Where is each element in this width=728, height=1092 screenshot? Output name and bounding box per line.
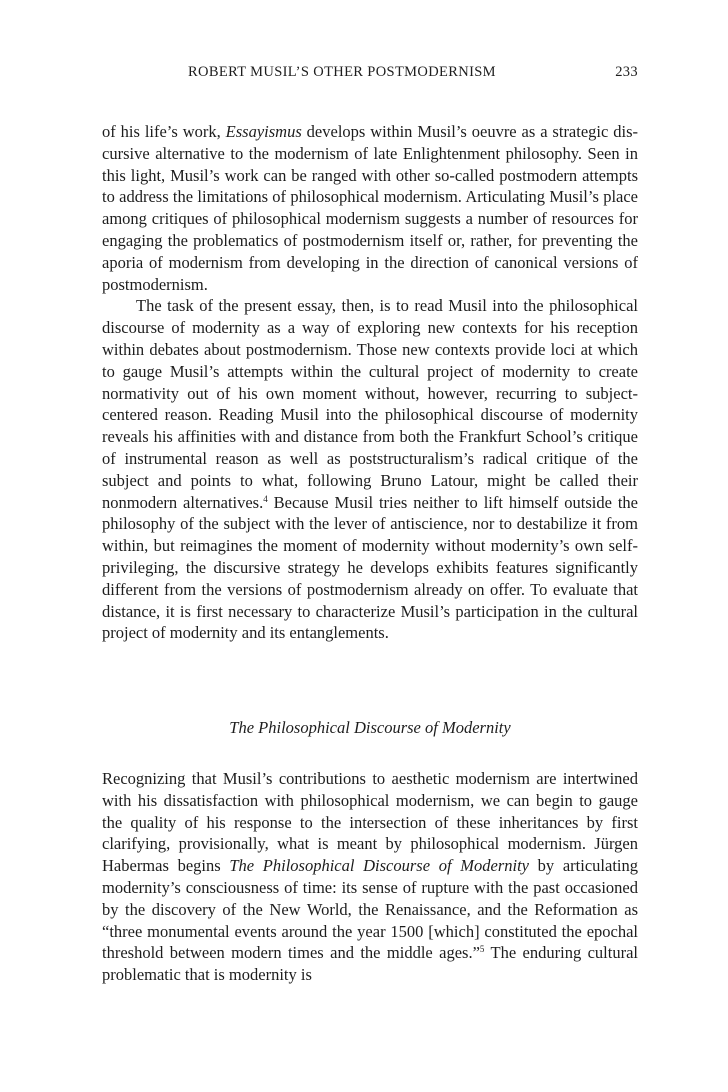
paragraph-3 <box>102 768 638 986</box>
paragraph-3-text-b: by articulating modernity’s consciousness of time: its sense of rupture with the past occasioned by the discovery of the New World, the Renaissance, and the Reformation as “three monumental events around the year 1500 [which] constituted the epochal threshold between modern times and the middle ages.” <box>102 856 638 963</box>
paragraph-2 <box>102 295 638 644</box>
section-heading: The Philosophical Discourse of Modernity <box>229 718 511 737</box>
paragraph-1-italic-term: Essayismus <box>225 122 302 141</box>
paragraph-3-text-c: The enduring cultural problematic that is modernity is <box>102 943 639 985</box>
running-title: ROBERT MUSIL’S OTHER POSTMODERNISM <box>188 64 496 80</box>
paragraph-1-text-b: develops within Musil’s oeuvre as a strategic discursive alternative to the modernism of late Enlightenment philosophy. Seen in this light, Musil’s work can be ranged with other so-called postmodern attempts to address the limitations of philosophical modernism. Articulating Musil’s place among critiques of philosophical modernism suggests a number of resources for engaging the problematics of postmodernism itself or, rather, for preventing the aporia of modernism from developing in the direction of canonical versions of postmodernism. <box>102 122 638 294</box>
paragraph-3-text-a: Recognizing that Musil’s contributions to aesthetic modernism are intertwined with his dissatisfaction with philosophical modernism, we can begin to gauge the quality of his response to the intersection of these inheritances by first clarifying, provisionally, what is meant by philosophical modernism. Jürgen Habermas begins <box>102 769 638 876</box>
body-section-2 <box>102 768 638 986</box>
paragraph-1-text-a: of his life’s work, <box>102 122 226 141</box>
footnote-ref-5: 5 <box>479 944 485 955</box>
body-section-1 <box>102 121 638 644</box>
footnote-ref-4: 4 <box>263 493 268 504</box>
paragraph-2-text-b: Because Musil tries neither to lift himself outside the philosophy of the subject with the lever of antiscience, nor to destabilize it from within, but reimagines the moment of modernity without modernity’s own self-privileging, the discursive strategy he develops exhibits features significantly different from the versions of postmodernism already on offer. To evaluate that distance, it is first necessary to characterize Musil’s participation in the cultural project of modernity and its entanglements. <box>102 492 638 643</box>
paragraph-1 <box>102 121 638 295</box>
paragraph-2-text-a: The task of the present essay, then, is to read Musil into the philosophical discourse of modernity as a way of exploring new contexts for his reception within debates about postmodernism. Those new contexts provide loci at which to gauge Musil’s attempts within the cultural project of modernity to create normativity out of his own moment without, however, recurring to subject-centered reason. Reading Musil into the philosophical discourse of modernity reveals his affinities with and distance from both the Frankfurt School’s critique of instrumental reason as well as poststructuralism’s radical critique of the subject and points to what, following Bruno Latour, might be called their nonmodern alternatives. <box>102 296 638 512</box>
paragraph-3-italic-title: The Philosophical Discourse of Modernity <box>229 856 529 876</box>
page-number: 233 <box>615 64 638 80</box>
